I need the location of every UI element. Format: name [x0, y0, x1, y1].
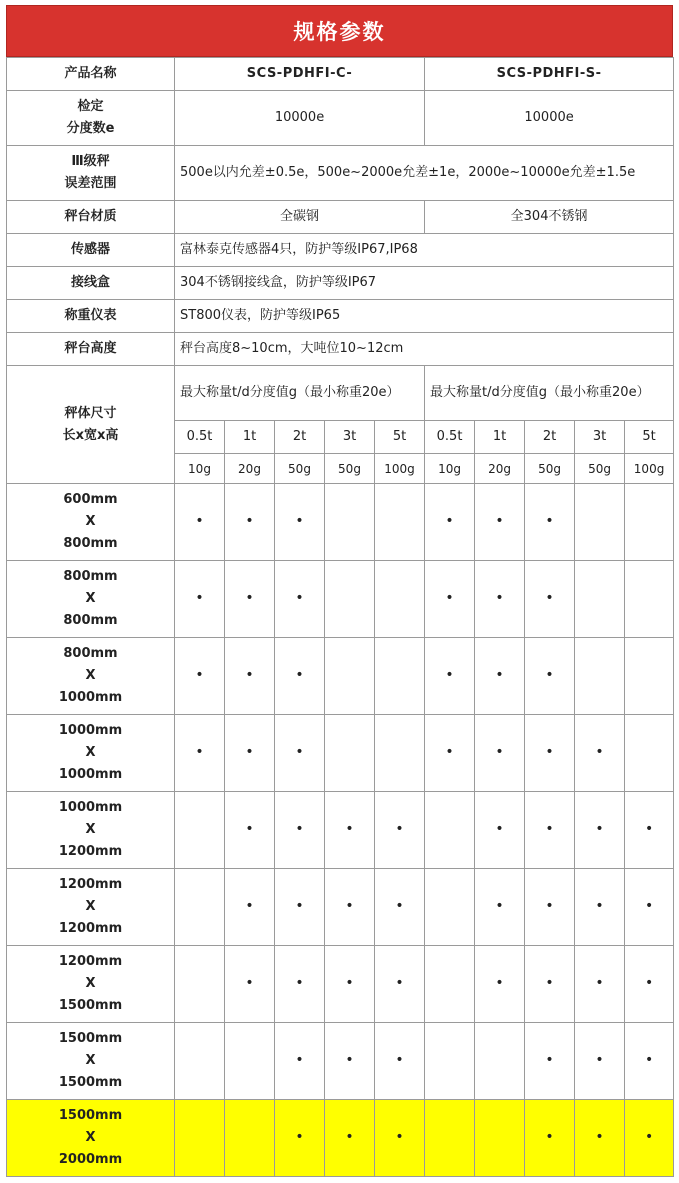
capacity-header-c — [175, 366, 425, 421]
available-dot: • — [445, 744, 454, 760]
label-sensor: 传感器 — [7, 234, 175, 267]
capacity-s-3: 3t — [575, 421, 625, 454]
availability-cell — [275, 869, 325, 946]
available-dot: • — [644, 1052, 654, 1068]
availability-cell — [475, 638, 525, 715]
size-label-l3: 2000mm — [58, 1152, 123, 1167]
availability-cell — [525, 946, 575, 1023]
availability-cell — [375, 869, 425, 946]
availability-cell — [225, 561, 275, 638]
size-label-l1: 1200mm — [58, 877, 123, 892]
size-label-l3: 1000mm — [58, 690, 123, 705]
available-dot: • — [495, 975, 504, 991]
capacity-c-1: 1t — [225, 421, 275, 454]
capacity-c-0: 0.5t — [175, 421, 225, 454]
available-dot: • — [245, 744, 254, 760]
label-error-line1: Ⅲ级秤 — [71, 154, 110, 169]
size-label-l2: X — [85, 745, 96, 760]
available-dot: • — [295, 667, 304, 683]
size-label-l2: X — [85, 899, 96, 914]
size-label-l1: 600mm — [63, 492, 118, 507]
capacity-s-1: 1t — [475, 421, 525, 454]
availability-cell — [575, 638, 625, 715]
availability-cell — [225, 638, 275, 715]
availability-cell — [475, 869, 525, 946]
availability-cell — [325, 484, 375, 561]
size-row — [7, 792, 674, 869]
availability-cell — [175, 946, 225, 1023]
availability-cell — [475, 946, 525, 1023]
size-label-l3: 800mm — [63, 536, 118, 551]
available-dot: • — [295, 513, 304, 529]
available-dot: • — [545, 1052, 554, 1068]
availability-cell — [575, 946, 625, 1023]
availability-cell — [325, 869, 375, 946]
availability-cell — [275, 1023, 325, 1100]
availability-cell — [575, 1023, 625, 1100]
available-dot: • — [345, 821, 354, 837]
available-dot: • — [644, 898, 654, 914]
label-size — [7, 366, 175, 484]
spec-table — [6, 57, 674, 1177]
available-dot: • — [345, 898, 354, 914]
available-dot: • — [595, 898, 604, 914]
size-label-l2: X — [85, 976, 96, 991]
availability-cell — [225, 1100, 275, 1177]
size-label — [7, 561, 175, 638]
availability-cell — [225, 792, 275, 869]
availability-cell — [325, 638, 375, 715]
division-c-4: 100g — [375, 454, 425, 484]
availability-cell — [375, 715, 425, 792]
available-dot: • — [295, 744, 304, 760]
available-dot: • — [445, 667, 454, 683]
available-dot: • — [545, 590, 554, 606]
availability-cell — [325, 946, 375, 1023]
available-dot: • — [595, 744, 604, 760]
size-label-l2: X — [85, 514, 96, 529]
availability-cell — [275, 484, 325, 561]
available-dot: • — [245, 821, 254, 837]
division-value-s: 10000e — [425, 91, 674, 146]
availability-cell — [525, 638, 575, 715]
availability-cell — [625, 484, 674, 561]
size-label-l3: 1500mm — [58, 998, 123, 1013]
label-junction: 接线盒 — [7, 267, 175, 300]
size-label-l1: 1000mm — [58, 723, 123, 738]
row-capacity-header — [7, 366, 674, 421]
label-division-line1: 检定 — [77, 99, 104, 114]
size-label-l2: X — [85, 591, 96, 606]
available-dot: • — [595, 975, 604, 991]
available-dot: • — [345, 1052, 354, 1068]
size-row — [7, 1100, 674, 1177]
row-height — [7, 333, 674, 366]
error-range-value: 500e以内允差±0.5e，500e~2000e允差±1e，2000e~10000e允差±1.5e — [175, 146, 674, 201]
size-label-l3: 800mm — [63, 613, 118, 628]
availability-cell — [575, 1100, 625, 1177]
availability-cell — [625, 946, 674, 1023]
capacity-header-s — [425, 366, 674, 421]
available-dot: • — [595, 1129, 604, 1145]
capacity-s-4: 5t — [625, 421, 674, 454]
availability-cell — [375, 792, 425, 869]
availability-cell — [475, 715, 525, 792]
availability-cell — [325, 792, 375, 869]
availability-cell — [275, 1100, 325, 1177]
size-label-l3: 1000mm — [58, 767, 123, 782]
size-label-l1: 1500mm — [58, 1031, 123, 1046]
size-row — [7, 1023, 674, 1100]
available-dot: • — [195, 513, 204, 529]
size-label — [7, 715, 175, 792]
size-label-l1: 1200mm — [58, 954, 123, 969]
availability-cell — [325, 1023, 375, 1100]
availability-cell — [425, 1100, 475, 1177]
available-dot: • — [495, 513, 504, 529]
row-product-name — [7, 58, 674, 91]
availability-cell — [175, 561, 225, 638]
division-s-0: 10g — [425, 454, 475, 484]
available-dot: • — [345, 975, 354, 991]
label-material: 秤台材质 — [7, 201, 175, 234]
availability-cell — [525, 561, 575, 638]
model-c: SCS-PDHFI-C- — [175, 58, 425, 91]
availability-cell — [175, 638, 225, 715]
availability-cell — [525, 869, 575, 946]
division-s-3: 50g — [575, 454, 625, 484]
availability-cell — [425, 484, 475, 561]
size-label-l1: 800mm — [63, 569, 118, 584]
availability-cell — [475, 484, 525, 561]
capacity-header-c-text: 最大称量t/d分度值g（最小称重20e） — [180, 385, 400, 400]
available-dot: • — [495, 821, 504, 837]
available-dot: • — [495, 667, 504, 683]
availability-cell — [175, 1023, 225, 1100]
available-dot: • — [395, 1129, 404, 1145]
row-material — [7, 201, 674, 234]
size-label-l1: 800mm — [63, 646, 118, 661]
spec-sheet — [6, 5, 673, 1177]
available-dot: • — [195, 667, 204, 683]
available-dot: • — [295, 1129, 304, 1145]
available-dot: • — [495, 590, 504, 606]
availability-cell — [175, 869, 225, 946]
material-s: 全304不锈钢 — [425, 201, 674, 234]
available-dot: • — [345, 1129, 354, 1145]
availability-cell — [425, 869, 475, 946]
label-size-line1: 秤体尺寸 — [64, 405, 117, 421]
availability-cell — [375, 638, 425, 715]
size-label — [7, 869, 175, 946]
availability-cell — [375, 1023, 425, 1100]
division-value-c: 10000e — [175, 91, 425, 146]
division-c-3: 50g — [325, 454, 375, 484]
height-value: 秤台高度8~10cm，大吨位10~12cm — [175, 333, 674, 366]
availability-cell — [425, 638, 475, 715]
size-row — [7, 484, 674, 561]
available-dot: • — [644, 821, 654, 837]
size-label — [7, 946, 175, 1023]
available-dot: • — [395, 898, 404, 914]
available-dot: • — [644, 1129, 654, 1145]
indicator-value: ST800仪表，防护等级IP65 — [175, 300, 674, 333]
capacity-s-0: 0.5t — [425, 421, 475, 454]
availability-cell — [525, 1023, 575, 1100]
availability-cell — [575, 715, 625, 792]
available-dot: • — [644, 975, 654, 991]
size-row — [7, 638, 674, 715]
size-label-l1: 1000mm — [58, 800, 123, 815]
availability-cell — [325, 561, 375, 638]
available-dot: • — [295, 898, 304, 914]
availability-cell — [575, 792, 625, 869]
available-dot: • — [495, 898, 504, 914]
availability-cell — [225, 1023, 275, 1100]
capacity-c-4: 5t — [375, 421, 425, 454]
size-label-l3: 1500mm — [58, 1075, 123, 1090]
availability-cell — [625, 715, 674, 792]
availability-cell — [625, 561, 674, 638]
available-dot: • — [395, 821, 404, 837]
row-indicator — [7, 300, 674, 333]
size-label — [7, 484, 175, 561]
label-error-line2: 误差范围 — [64, 176, 117, 191]
available-dot: • — [245, 590, 254, 606]
division-s-2: 50g — [525, 454, 575, 484]
size-label-l2: X — [85, 1130, 96, 1145]
availability-cell — [625, 792, 674, 869]
availability-cell — [575, 561, 625, 638]
size-row — [7, 715, 674, 792]
availability-cell — [575, 869, 625, 946]
available-dot: • — [295, 975, 304, 991]
availability-cell — [425, 946, 475, 1023]
availability-cell — [225, 869, 275, 946]
division-c-2: 50g — [275, 454, 325, 484]
availability-cell — [225, 715, 275, 792]
available-dot: • — [595, 1052, 604, 1068]
availability-cell — [425, 792, 475, 869]
available-dot: • — [295, 590, 304, 606]
label-height: 秤台高度 — [7, 333, 175, 366]
availability-cell — [525, 1100, 575, 1177]
available-dot: • — [245, 898, 254, 914]
availability-cell — [475, 1023, 525, 1100]
available-dot: • — [545, 744, 554, 760]
available-dot: • — [245, 975, 254, 991]
available-dot: • — [245, 667, 254, 683]
availability-cell — [325, 715, 375, 792]
availability-cell — [425, 1023, 475, 1100]
size-label-l3: 1200mm — [58, 844, 123, 859]
size-label-l2: X — [85, 668, 96, 683]
availability-cell — [175, 484, 225, 561]
available-dot: • — [495, 744, 504, 760]
size-row — [7, 869, 674, 946]
available-dot: • — [395, 975, 404, 991]
label-division-line2: 分度数e — [66, 121, 115, 136]
availability-cell — [425, 715, 475, 792]
availability-cell — [175, 1100, 225, 1177]
availability-cell — [375, 561, 425, 638]
availability-cell — [575, 484, 625, 561]
availability-cell — [325, 1100, 375, 1177]
sensor-value: 富林泰克传感器4只，防护等级IP67,IP68 — [175, 234, 674, 267]
capacity-s-2: 2t — [525, 421, 575, 454]
row-division — [7, 91, 674, 146]
available-dot: • — [595, 821, 604, 837]
availability-cell — [525, 484, 575, 561]
label-error — [7, 146, 175, 201]
availability-cell — [625, 1023, 674, 1100]
size-label — [7, 1100, 175, 1177]
availability-cell — [275, 946, 325, 1023]
available-dot: • — [295, 1052, 304, 1068]
size-label-l2: X — [85, 1053, 96, 1068]
row-junction — [7, 267, 674, 300]
junction-value: 304不锈钢接线盒，防护等级IP67 — [175, 267, 674, 300]
size-label-l2: X — [85, 822, 96, 837]
label-division — [7, 91, 175, 146]
available-dot: • — [545, 667, 554, 683]
size-label-l1: 1500mm — [58, 1108, 123, 1123]
availability-cell — [475, 561, 525, 638]
availability-cell — [275, 792, 325, 869]
availability-cell — [625, 869, 674, 946]
available-dot: • — [545, 898, 554, 914]
available-dot: • — [195, 744, 204, 760]
capacity-c-3: 3t — [325, 421, 375, 454]
size-label-l3: 1200mm — [58, 921, 123, 936]
availability-cell — [525, 715, 575, 792]
label-indicator: 称重仪表 — [7, 300, 175, 333]
size-label — [7, 792, 175, 869]
size-label — [7, 1023, 175, 1100]
spec-title: 规格参数 — [6, 5, 673, 57]
size-row — [7, 946, 674, 1023]
division-c-0: 10g — [175, 454, 225, 484]
available-dot: • — [395, 1052, 404, 1068]
capacity-header-s-text: 最大称量t/d分度值g（最小称重20e） — [430, 385, 650, 400]
available-dot: • — [445, 513, 454, 529]
model-s: SCS-PDHFI-S- — [425, 58, 674, 91]
available-dot: • — [445, 590, 454, 606]
label-size-line2: 长x宽x高 — [62, 427, 119, 443]
availability-cell — [525, 792, 575, 869]
row-sensor — [7, 234, 674, 267]
availability-cell — [375, 1100, 425, 1177]
availability-cell — [475, 1100, 525, 1177]
size-row — [7, 561, 674, 638]
availability-cell — [425, 561, 475, 638]
available-dot: • — [195, 590, 204, 606]
available-dot: • — [545, 513, 554, 529]
availability-cell — [275, 638, 325, 715]
availability-cell — [625, 638, 674, 715]
availability-cell — [475, 792, 525, 869]
capacity-c-2: 2t — [275, 421, 325, 454]
availability-cell — [175, 792, 225, 869]
row-error-range — [7, 146, 674, 201]
available-dot: • — [295, 821, 304, 837]
available-dot: • — [545, 1129, 554, 1145]
division-s-1: 20g — [475, 454, 525, 484]
availability-cell — [225, 946, 275, 1023]
available-dot: • — [545, 975, 554, 991]
availability-cell — [625, 1100, 674, 1177]
size-label — [7, 638, 175, 715]
material-c: 全碳钢 — [175, 201, 425, 234]
available-dot: • — [545, 821, 554, 837]
availability-cell — [275, 561, 325, 638]
availability-cell — [375, 946, 425, 1023]
division-s-4: 100g — [625, 454, 674, 484]
availability-cell — [275, 715, 325, 792]
availability-cell — [175, 715, 225, 792]
availability-cell — [225, 484, 275, 561]
label-product-name: 产品名称 — [7, 58, 175, 91]
availability-cell — [375, 484, 425, 561]
available-dot: • — [245, 513, 254, 529]
division-c-1: 20g — [225, 454, 275, 484]
